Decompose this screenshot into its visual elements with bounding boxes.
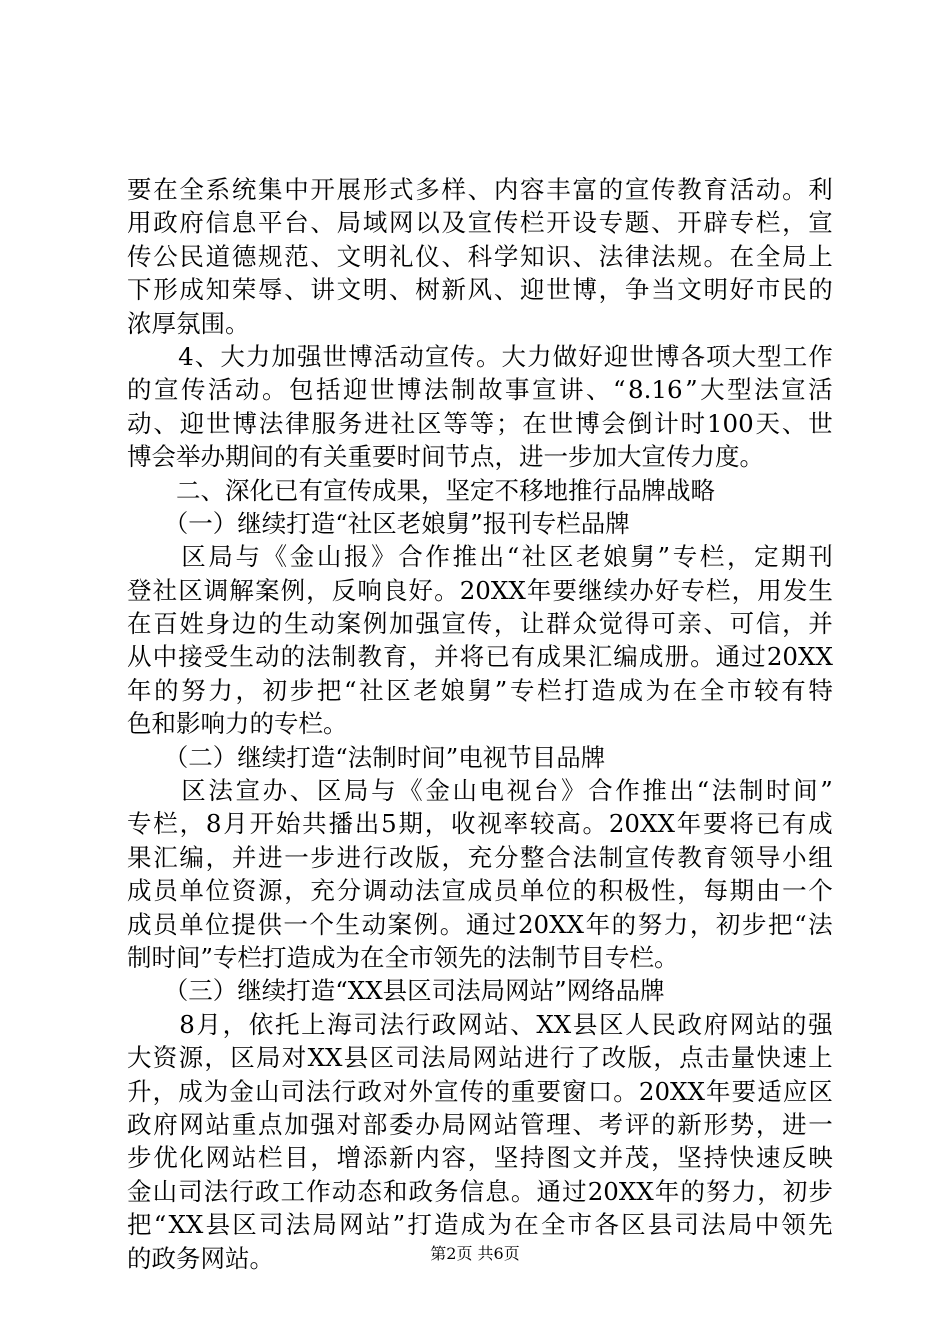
- document-body: [127, 173, 833, 1275]
- text-line: 的 宣 传 活 动 。 包 括 迎 世 博 法 制 故 事 宣 讲 、 “ 8.16 ” 大 型 法 宣 活: [127, 375, 833, 405]
- text-line: 成 员 单 位 提 供 一 个 生 动 案 例 。 通 过 20XX 年 的 努 力 ， 初 步 把 “ 法: [127, 909, 833, 939]
- text-line: 的政务网站。: [127, 1243, 274, 1273]
- text-line: 从 中 接 受 生 动 的 法 制 教 育 ， 并 将 已 有 成 果 汇 编 成 册 。 通 过 20XX: [127, 642, 833, 672]
- text-line: 用 政 府 信 息 平 台 、 局 域 网 以 及 宣 传 栏 开 设 专 题 、 开 辟 专 栏 ， 宣: [127, 208, 833, 238]
- text-line: 在 百 姓 身 边 的 生 动 案 例 加 强 宣 传 ， 让 群 众 觉 得 可 亲 、 可 信 ， 并: [127, 609, 833, 639]
- text-line: 传 公 民 道 德 规 范 、 文 明 礼 仪 、 科 学 知 识 、 法 律 法 规 。 在 全 局 上: [127, 241, 833, 271]
- text-line: 4 、 大 力 加 强 世 博 活 动 宣 传 。 大 力 做 好 迎 世 博 各 项 大 型 工 作: [178, 341, 833, 371]
- text-line: 登 社 区 调 解 案 例 ， 反 响 良 好 。 20XX 年 要 继 续 办 好 专 栏 ， 用 发 生: [127, 575, 833, 605]
- text-line: 大 资 源 ， 区 局 对 XX 县 区 司 法 局 网 站 进 行 了 改 版 ， 点 击 量 快 速 上: [127, 1043, 833, 1073]
- text-line: 要 在 全 系 统 集 中 开 展 形 式 多 样 、 内 容 丰 富 的 宣 传 教 育 活 动 。 利: [127, 175, 833, 204]
- text-line: （二）继续打造“法制时间”电视节目品牌: [127, 742, 606, 772]
- text-line: 把 “ XX 县 区 司 法 局 网 站 ” 打 造 成 为 在 全 市 各 区 县 司 法 局 中 领 先: [127, 1210, 833, 1240]
- text-line: 政 府 网 站 重 点 加 强 对 部 委 办 局 网 站 管 理 、 考 评 的 新 形 势 ， 进 一: [127, 1109, 833, 1139]
- text-line: 年 的 努 力 ， 初 步 把 “ 社 区 老 娘 舅 ” 专 栏 打 造 成 为 在 全 市 较 有 特: [127, 675, 833, 705]
- text-line: 区 法 宣 办 、 区 局 与 《 金 山 电 视 台 》 合 作 推 出 “ 法 制 时 间 ”: [181, 776, 833, 806]
- text-line: 步 优 化 网 站 栏 目 ， 增 添 新 内 容 ， 坚 持 图 文 并 茂 ， 坚 持 快 速 反 映: [127, 1143, 833, 1173]
- text-line: （一）继续打造“社区老娘舅”报刊专栏品牌: [127, 508, 630, 538]
- text-line: 专 栏 ， 8 月 开 始 共 播 出 5 期 ， 收 视 率 较 高 。 20XX 年 要 将 已 有 成: [127, 809, 833, 839]
- text-line: 动 、 迎 世 博 法 律 服 务 进 社 区 等 等 ； 在 世 博 会 倒 计 时 100 天 、 世: [127, 408, 833, 438]
- text-line: 下 形 成 知 荣 辱 、 讲 文 明 、 树 新 风 、 迎 世 博 ， 争 当 文 明 好 市 民 的: [127, 275, 833, 305]
- text-line: （三）继续打造“XX县区司法局网站”网络品牌: [127, 976, 665, 1006]
- text-line: 色和影响力的专栏。: [127, 709, 348, 739]
- text-line: 区 局 与 《 金 山 报 》 合 作 推 出 “ 社 区 老 娘 舅 ” 专 栏 ， 定 期 刊: [181, 542, 833, 572]
- text-line: 浓厚氛围。: [127, 308, 250, 338]
- text-line: 成 员 单 位 资 源 ， 充 分 调 动 法 宣 成 员 单 位 的 积 极 性 ， 每 期 由 一 个: [127, 876, 833, 906]
- text-line: 8 月 ， 依 托 上 海 司 法 行 政 网 站 、 XX 县 区 人 民 政 府 网 站 的 强: [179, 1009, 833, 1039]
- text-line: 博会举办期间的有关重要时间节点，进一步加大宣传力度。: [127, 442, 764, 472]
- text-line: 二、深化已有宣传成果，坚定不移地推行品牌战略: [127, 475, 715, 505]
- text-line: 金 山 司 法 行 政 工 作 动 态 和 政 务 信 息 。 通 过 20XX 年 的 努 力 ， 初 步: [127, 1176, 833, 1206]
- text-line: 制时间”专栏打造成为在全市领先的法制节目专栏。: [127, 942, 679, 972]
- page-footer: 第2页 共6页: [430, 1244, 520, 1263]
- text-line: 果 汇 编 ， 并 进 一 步 进 行 改 版 ， 充 分 整 合 法 制 宣 传 教 育 领 导 小 组: [127, 842, 833, 872]
- text-line: 升 ， 成 为 金 山 司 法 行 政 对 外 宣 传 的 重 要 窗 口 。 20XX 年 要 适 应 区: [127, 1076, 833, 1106]
